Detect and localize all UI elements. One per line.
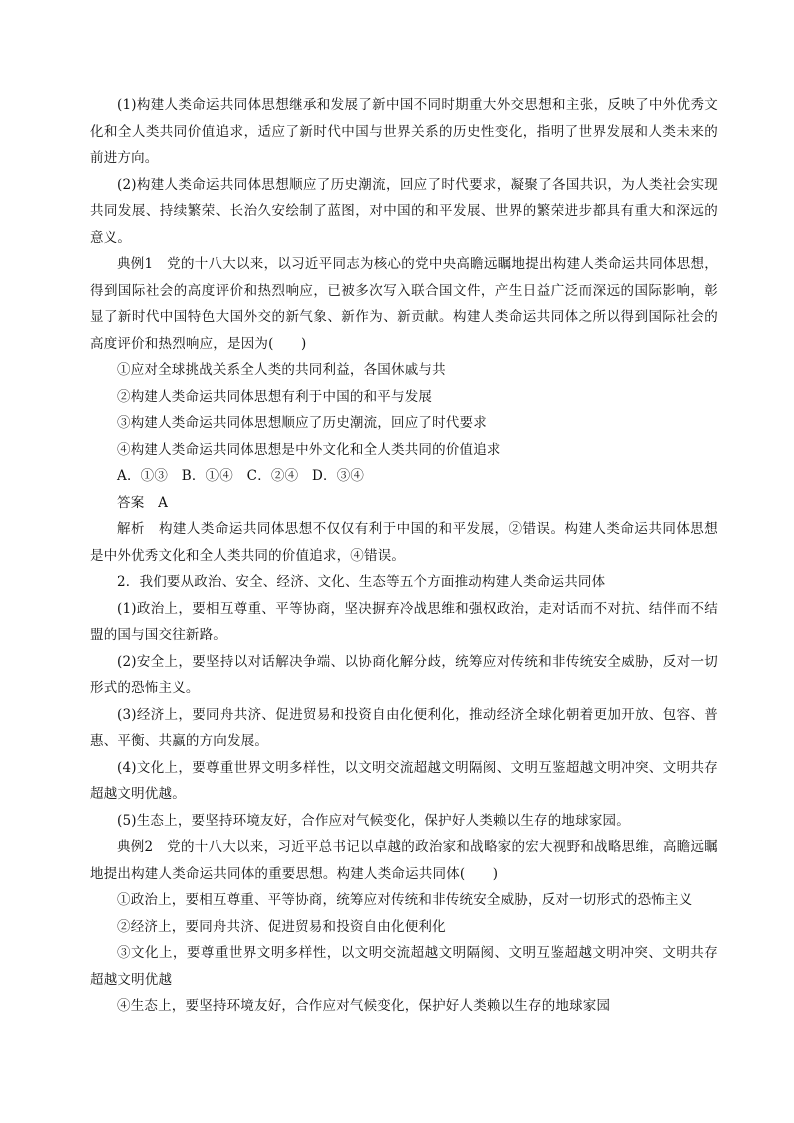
section-2-heading: 2．我们要从政治、安全、经济、文化、生态等五个方面推动构建人类命运共同体 <box>117 574 606 590</box>
example-1-question: 典例1 党的十八大以来，以习近平同志为核心的党中央高瞻远瞩地提出构建人类命运共同体思想，得到国际社会的高度评价和热烈响应，已被多次写入联合国文件，产生日益广泛而深远的国际影响，彰显了新时代中国特色大国外交的新气象、新作为、新贡献。构建人类命运共同体之所以得到国际社会的高度评价和热烈响应，是因为( ) <box>90 256 718 352</box>
example-2-question: 典例2 党的十八大以来，习近平总书记以卓越的政治家和战略家的宏大视野和战略思维，高瞻远瞩地提出构建人类命运共同体的重要思想。构建人类命运共同体( ) <box>90 839 718 882</box>
section-2-politics: (1)政治上，要相互尊重、平等协商，坚决摒弃冷战思维和强权政治，走对话而不对抗、结伴而不结盟的国与国交往新路。 <box>90 600 718 643</box>
paragraph-intl-significance-1: (1)构建人类命运共同体思想继承和发展了新中国不同时期重大外交思想和主张，反映了中外优秀文化和全人类共同价值追求，适应了新时代中国与世界关系的历史性变化，指明了世界发展和人类未来的前进方向。 <box>90 97 718 166</box>
example-2-option-1: ①政治上，要相互尊重、平等协商，统筹应对传统和非传统安全威胁，反对一切形式的恐怖主义 <box>117 892 693 908</box>
section-2-security: (2)安全上，要坚持以对话解决争端、以协商化解分歧，统筹应对传统和非传统安全威胁，反对一切形式的恐怖主义。 <box>90 653 718 696</box>
document-body <box>90 92 718 1020</box>
example-1-answer: 答案 A <box>117 494 169 511</box>
example-1-option-1: ①应对全球挑战关系全人类的共同利益，各国休戚与共 <box>117 362 446 378</box>
paragraph-intl-significance-2: (2)构建人类命运共同体思想顺应了历史潮流，回应了时代要求，凝聚了各国共识，为人类社会实现共同发展、持续繁荣、长治久安绘制了蓝图，对中国的和平发展、世界的繁荣进步都具有重大和深远的意义。 <box>90 176 718 246</box>
example-1-choices: A．①③ B．①④ C．②④ D．③④ <box>117 468 365 484</box>
example-1-option-2: ②构建人类命运共同体思想有利于中国的和平与发展 <box>117 388 433 405</box>
example-2-option-3: ③文化上，要尊重世界文明多样性，以文明交流超越文明隔阂、文明互鉴超越文明冲突、文明共存超越文明优越 <box>90 945 718 988</box>
example-1-explanation: 解析 构建人类命运共同体思想不仅仅有利于中国的和平发展，②错误。构建人类命运共同体思想是中外优秀文化和全人类共同的价值追求，④错误。 <box>90 521 718 564</box>
section-2-economy: (3)经济上，要同舟共济、促进贸易和投资自由化便利化，推动经济全球化朝着更加开放、包容、普惠、平衡、共赢的方向发展。 <box>90 706 718 749</box>
example-2-option-4: ④生态上，要坚持环境友好，合作应对气候变化，保护好人类赖以生存的地球家园 <box>117 998 611 1014</box>
section-2-ecology: (5)生态上，要坚持环境友好，合作应对气候变化，保护好人类赖以生存的地球家园。 <box>117 812 630 829</box>
example-2-option-2: ②经济上，要同舟共济、促进贸易和投资自由化便利化 <box>117 918 446 935</box>
section-2-culture: (4)文化上，要尊重世界文明多样性，以文明交流超越文明隔阂、文明互鉴超越文明冲突、文明共存超越文明优越。 <box>90 759 718 802</box>
example-1-option-3: ③构建人类命运共同体思想顺应了历史潮流，回应了时代要求 <box>117 415 487 431</box>
example-1-option-4: ④构建人类命运共同体思想是中外文化和全人类共同的价值追求 <box>117 441 501 458</box>
